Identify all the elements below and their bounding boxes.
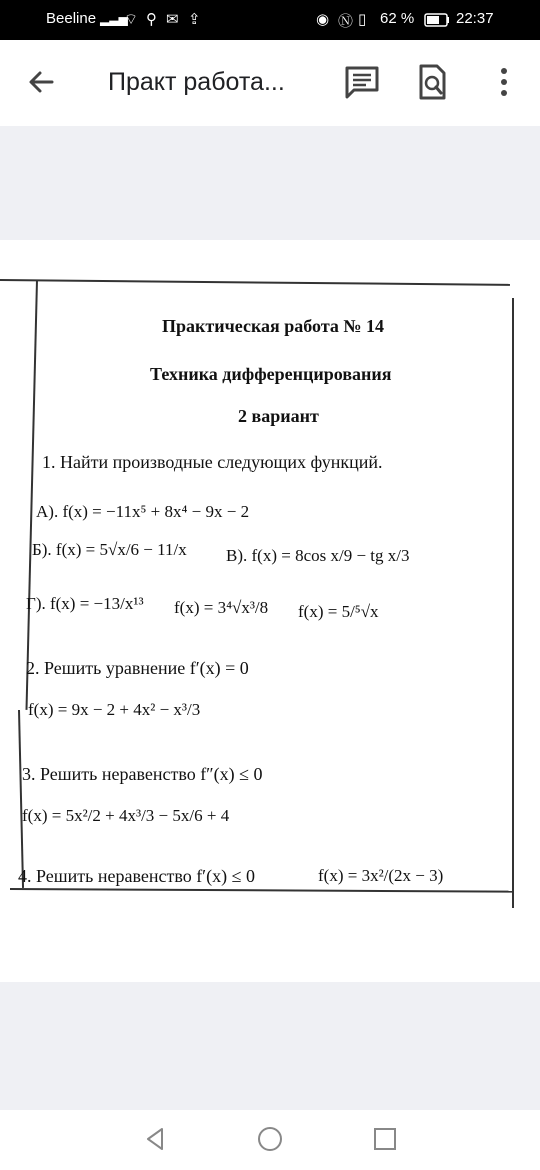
frame-line: [10, 888, 512, 892]
comment-icon[interactable]: [342, 62, 382, 102]
app-bar: [0, 40, 540, 126]
task2-prompt: 2. Решить уравнение f′(x) = 0: [26, 658, 249, 678]
recents-nav-icon[interactable]: [370, 1124, 400, 1154]
task1-a: А). f(x) = −11x⁵ + 8x⁴ − 9x − 2: [36, 502, 250, 521]
home-nav-icon[interactable]: [255, 1124, 285, 1154]
battery-icon: [424, 13, 450, 27]
task1-g3: f(x) = 5/⁵√x: [298, 602, 379, 621]
task1-b: Б). f(x) = 5√x/6 − 11/x: [32, 540, 187, 559]
mail-icon: ✉: [166, 10, 179, 28]
clock: 22:37: [456, 10, 494, 27]
task3-function: f(x) = 5x²/2 + 4x³/3 − 5x/6 + 4: [22, 806, 230, 825]
wifi-icon: ⌔: [124, 10, 139, 28]
nfc-icon: Ⓝ: [338, 12, 354, 30]
task1-g2: f(x) = 3⁴√x³/8: [174, 598, 269, 617]
signal-icon: ▂▃▅: [100, 12, 128, 26]
document-title: Практ работа...: [108, 68, 285, 96]
vibrate-icon: ▯: [358, 10, 367, 28]
more-options-icon[interactable]: [484, 62, 524, 102]
task4-prompt: 4. Решить неравенство f′(x) ≤ 0: [18, 866, 255, 886]
task3-prompt: 3. Решить неравенство f″(x) ≤ 0: [22, 764, 263, 784]
task2-function: f(x) = 9x − 2 + 4x² − x³/3: [28, 700, 201, 719]
carrier-label: Beeline: [46, 10, 97, 27]
back-arrow-icon[interactable]: [22, 62, 62, 102]
document-scan: [0, 240, 540, 982]
frame-line: [512, 298, 514, 908]
task1-g1: Г). f(x) = −13/x¹³: [26, 594, 144, 613]
top-padding: [0, 126, 540, 240]
frame-line: [25, 280, 37, 710]
search-icon: ⚲: [146, 10, 157, 28]
doc-title: Практическая работа № 14: [162, 316, 384, 336]
eye-icon: ◉: [316, 10, 330, 28]
task1-v: В). f(x) = 8cos x/9 − tg x/3: [226, 546, 410, 565]
find-in-document-icon[interactable]: [412, 62, 452, 102]
status-bar: [0, 0, 540, 40]
back-nav-icon[interactable]: [140, 1124, 170, 1154]
doc-subtitle: Техника дифференцирования: [150, 364, 392, 384]
task4-function: f(x) = 3x²/(2x − 3): [318, 866, 444, 885]
doc-variant: 2 вариант: [238, 406, 319, 426]
document-page[interactable]: [0, 240, 540, 982]
bottom-padding: [0, 982, 540, 1110]
task1-prompt: 1. Найти производные следующих функций.: [42, 452, 383, 472]
frame-line: [0, 279, 510, 285]
download-icon: ⇪: [188, 10, 201, 28]
navigation-bar: [0, 1110, 540, 1170]
battery-percent: 62 %: [380, 10, 415, 27]
frame-line: [18, 710, 24, 888]
